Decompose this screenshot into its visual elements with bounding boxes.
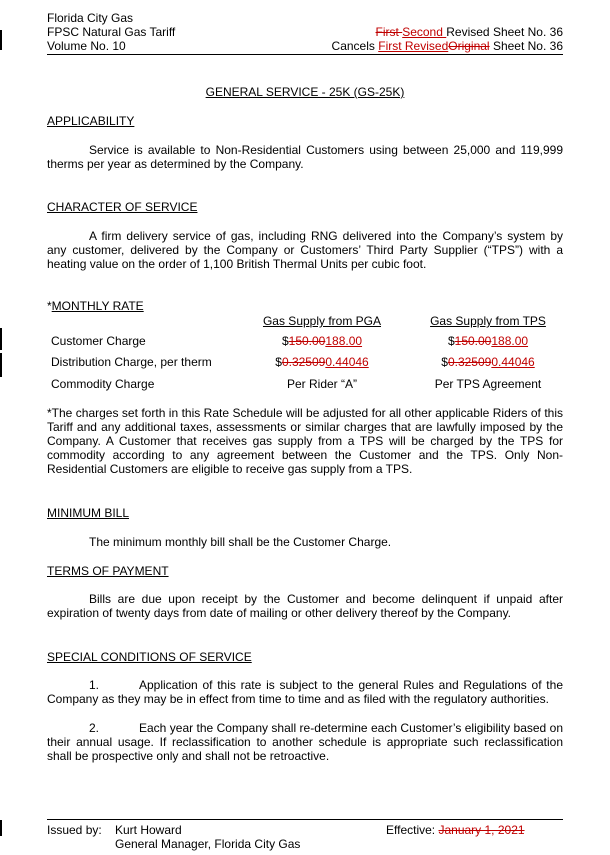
header-tariff: FPSC Natural Gas Tariff — [47, 25, 176, 39]
rate-cell-tps: $150.00188.00 — [447, 334, 529, 348]
special-conditions-heading: SPECIAL CONDITIONS OF SERVICE — [47, 650, 252, 664]
terms-heading: TERMS OF PAYMENT — [47, 564, 169, 578]
revision-bar — [0, 30, 2, 50]
minimum-bill-heading: MINIMUM BILL — [47, 506, 130, 520]
deleted-text: 0.32509 — [281, 355, 326, 369]
rate-row-label: Commodity Charge — [51, 377, 155, 391]
column-header-tps: Gas Supply from TPS — [430, 314, 546, 328]
terms-text: Bills are due upon receipt by the Customer and become delinquent if unpaid after expiration of twenty days from date of mailing or other delivery thereof by the Company. — [47, 592, 563, 620]
applicability-heading: APPLICABILITY — [47, 114, 135, 128]
deleted-text: 150.00 — [454, 334, 492, 348]
special-condition-item: 1. Application of this rate is subject to the general Rules and Regulations of the Company as they may be in effect from time to time and as filed with the regulatory authorities. — [47, 678, 563, 706]
deleted-text: January 1, 2021 — [438, 823, 525, 837]
rate-cell-pga: $0.325090.44046 — [275, 355, 369, 369]
rate-cell-pga: $150.00188.00 — [281, 334, 363, 348]
revision-bar — [0, 353, 2, 377]
monthly-rate-heading: *MONTHLY RATE — [47, 299, 144, 313]
rate-cell-tps: Per TPS Agreement — [434, 377, 542, 391]
revision-bar — [0, 820, 2, 836]
rate-cell-tps: $0.325090.44046 — [441, 355, 535, 369]
character-heading: CHARACTER OF SERVICE — [47, 200, 198, 214]
header-company: Florida City Gas — [47, 11, 134, 25]
cancels-sheet: Cancels First RevisedOriginal Sheet No. 36 — [331, 39, 563, 53]
deleted-text: 0.32509 — [447, 355, 492, 369]
special-condition-item: 2. Each year the Company shall re-determine each Customer’s eligibility based on their annual usage. If reclassification to another schedule is appropriate such reclassification shall be prospective only and shall not be retroactive. — [47, 721, 563, 763]
rate-cell-pga: Per Rider “A” — [286, 377, 357, 391]
column-header-pga: Gas Supply from PGA — [262, 314, 382, 328]
inserted-text: 0.44046 — [491, 355, 535, 369]
rate-footnote: *The charges set forth in this Rate Schedule will be adjusted for all other applicable Riders of this Tariff and any additional taxes, assessments or similar charges that are lawfully imposed by the Company. A Customer that receives gas supply from a TPS will be charged by the TPS for commodity according to any agreement between the Customer and the TPS. Only Non-Residential Customers are eligible to receive gas supply from a TPS. — [47, 406, 563, 476]
minimum-bill-text: The minimum monthly bill shall be the Customer Charge. — [89, 535, 392, 549]
rate-row-label: Customer Charge — [51, 334, 146, 348]
item-number: 2. — [89, 721, 100, 735]
revision-bar — [0, 328, 2, 350]
page-title: GENERAL SERVICE - 25K (GS-25K) — [205, 85, 405, 99]
applicability-text: Service is available to Non-Residential Customers using between 25,000 and 119,999 therms per year as determined by the Company. — [47, 143, 563, 171]
inserted-text: First Revised — [378, 39, 449, 53]
item-number: 1. — [89, 678, 100, 692]
inserted-text: 0.44046 — [325, 355, 369, 369]
deleted-text: Original — [448, 39, 490, 53]
issued-by-label: Issued by: — [47, 823, 102, 837]
character-text: A firm delivery service of gas, including RNG delivered into the Company’s system by any customer, delivered by the Company or Customers’ Third Party Supplier (“TPS”) with a heating value on the order of 1,100 British Thermal Units per cubic foot. — [47, 229, 563, 271]
deleted-text: First — [375, 25, 403, 39]
header-rule — [47, 54, 563, 55]
issuer-title: General Manager, Florida City Gas — [115, 837, 301, 851]
inserted-text: 188.00 — [491, 334, 529, 348]
issuer-name: Kurt Howard — [115, 823, 182, 837]
inserted-text: Second — [402, 25, 447, 39]
header-volume: Volume No. 10 — [47, 39, 126, 53]
deleted-text: 150.00 — [288, 334, 326, 348]
effective-date: Effective: January 1, 2021 — [386, 823, 525, 837]
rate-row-label: Distribution Charge, per therm — [51, 355, 212, 369]
footer-rule — [47, 819, 563, 820]
sheet-number: First Second Revised Sheet No. 36 — [375, 25, 563, 39]
inserted-text: 188.00 — [325, 334, 363, 348]
